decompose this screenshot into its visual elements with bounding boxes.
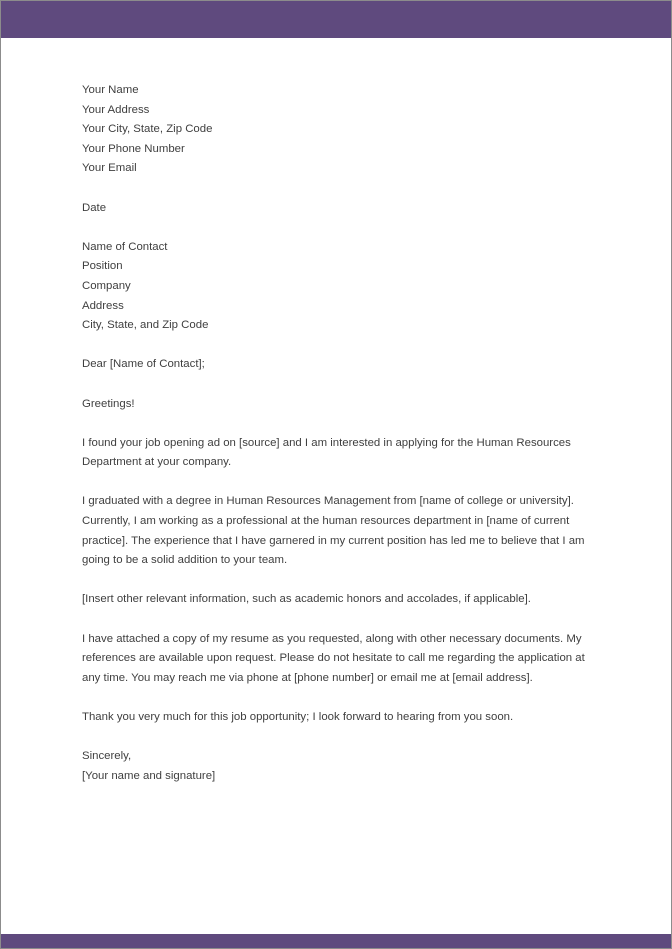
sender-phone: Your Phone Number xyxy=(82,142,185,155)
paragraph-thanks xyxy=(82,708,602,728)
greeting: Greetings! xyxy=(82,397,135,410)
recipient-block xyxy=(82,238,602,336)
paragraph-attachments xyxy=(82,630,602,689)
signature: [Your name and signature] xyxy=(82,769,216,782)
paragraph-line: practice]. The experience that I have garnered in my current position has led me to believe that I am xyxy=(82,534,585,547)
paragraph-line: Currently, I am working as a professional at the human resources department in [name of current xyxy=(82,515,570,528)
header-band xyxy=(1,1,671,38)
paragraph-education-experience xyxy=(82,492,602,570)
cover-letter-body xyxy=(82,81,602,786)
paragraph-line: I graduated with a degree in Human Resources Management from [name of college or university]. xyxy=(82,495,574,508)
salutation: Dear [Name of Contact]; xyxy=(82,358,205,371)
recipient-position: Position xyxy=(82,260,123,273)
paragraph-line: any time. You may reach me via phone at [phone number] or email me at [email address]. xyxy=(82,671,533,684)
recipient-name: Name of Contact xyxy=(82,240,168,253)
footer-band xyxy=(1,934,671,948)
paragraph-line: Thank you very much for this job opportunity; I look forward to hearing from you soon. xyxy=(82,711,514,723)
sender-city-state-zip: Your City, State, Zip Code xyxy=(82,123,213,136)
closing: Sincerely, xyxy=(82,750,132,763)
recipient-city-state-zip: City, State, and Zip Code xyxy=(82,319,209,332)
sender-name: Your Name xyxy=(82,84,139,96)
paragraph-job-opening xyxy=(82,434,602,473)
paragraph-line: Department at your company. xyxy=(82,456,232,469)
sender-address: Your Address xyxy=(82,103,150,116)
paragraph-line: I found your job opening ad on [source] and I am interested in applying for the Human Resources xyxy=(82,436,571,449)
paragraph-line: [Insert other relevant information, such as academic honors and accolades, if applicable]. xyxy=(82,593,531,606)
paragraph-other-info xyxy=(82,590,602,610)
paragraph-line: I have attached a copy of my resume as you requested, along with other necessary documents. My xyxy=(82,632,582,645)
letter-date: Date xyxy=(82,201,107,214)
paragraph-line: going to be a solid addition to your team. xyxy=(82,554,288,567)
sender-email: Your Email xyxy=(82,162,137,175)
recipient-address: Address xyxy=(82,299,124,312)
recipient-company: Company xyxy=(82,279,131,292)
paragraph-line: references are available upon request. Please do not hesitate to call me regarding the application at xyxy=(82,652,585,665)
sender-block xyxy=(82,81,602,179)
